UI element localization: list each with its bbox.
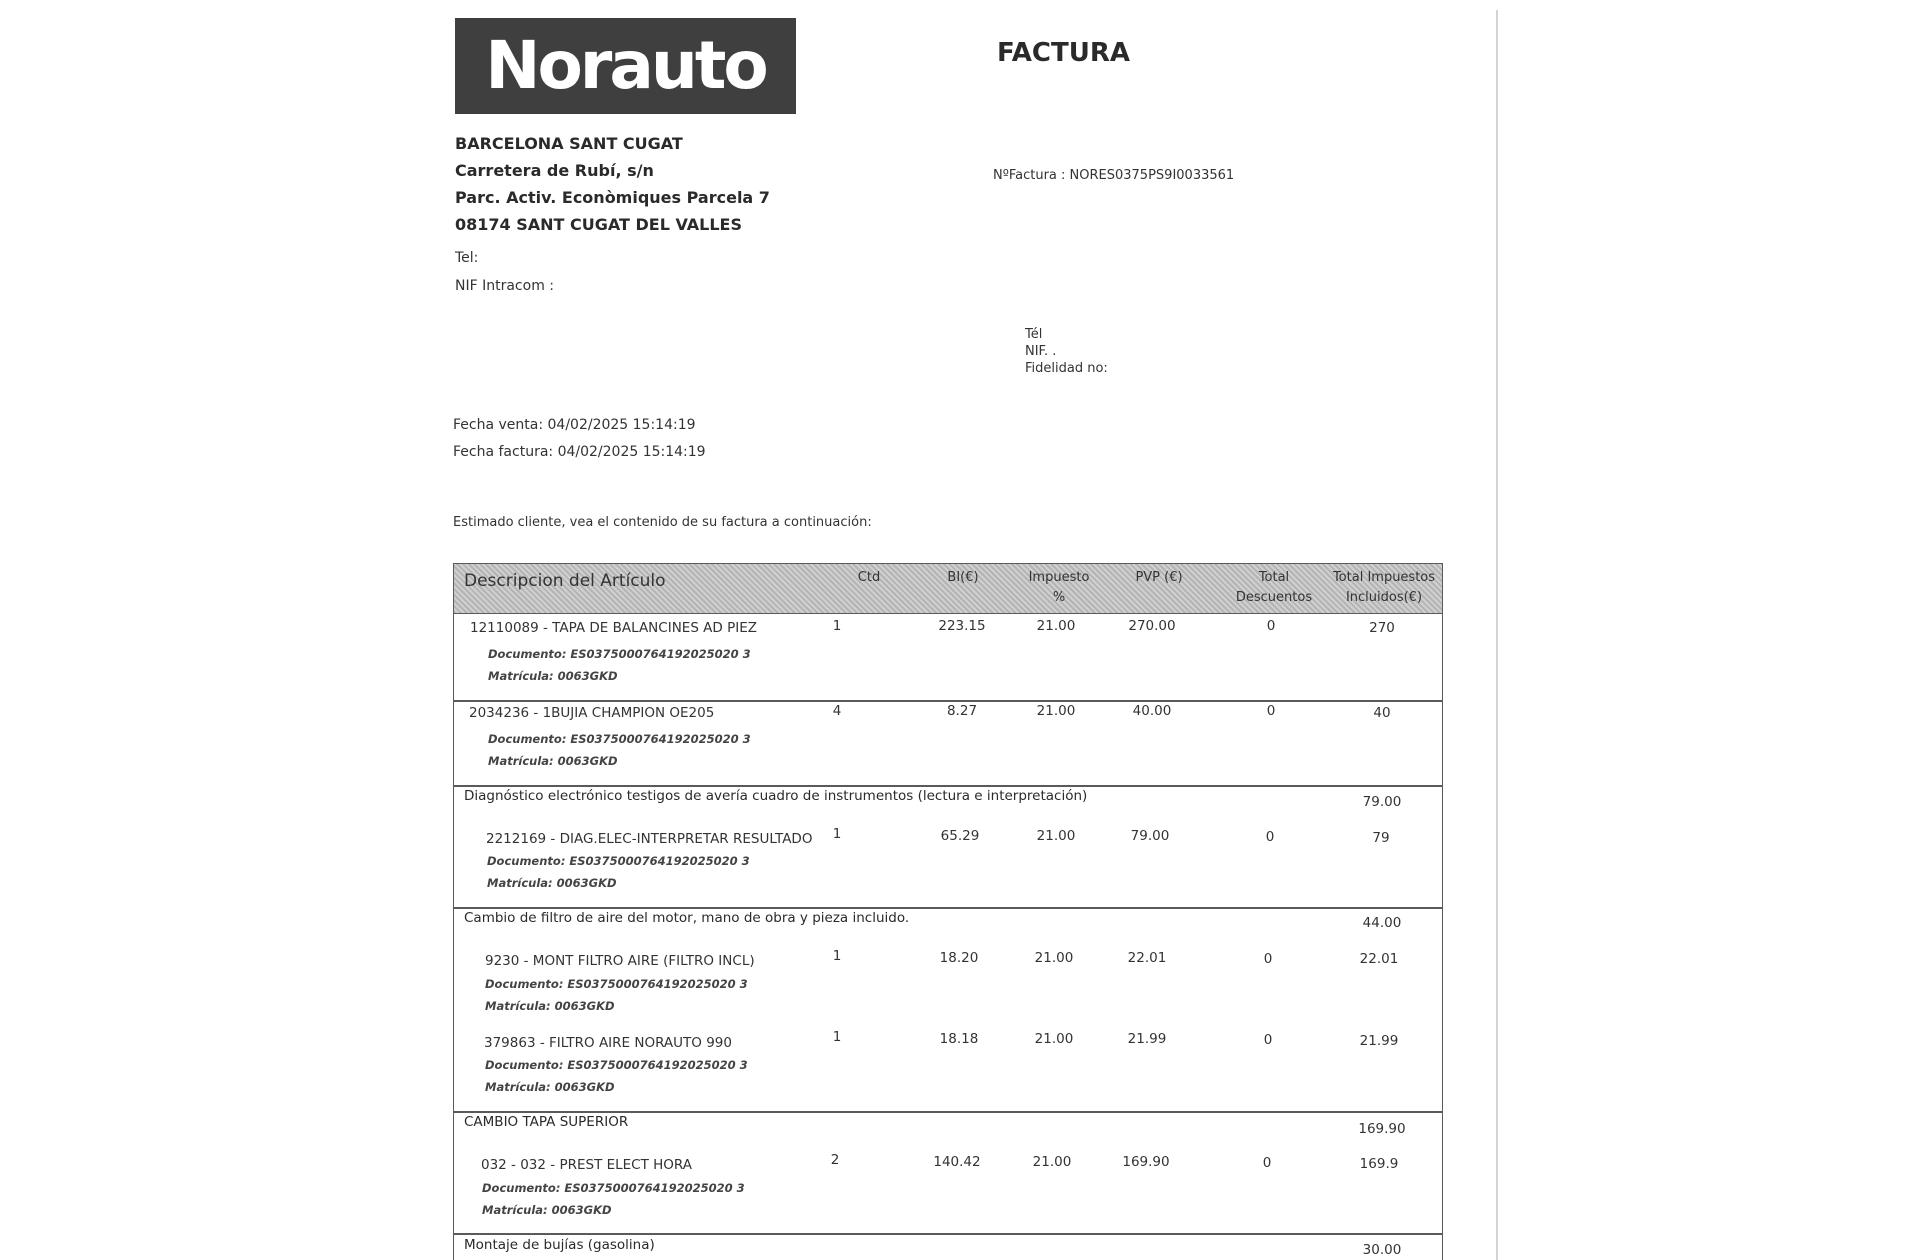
row-6-description: 032 - 032 - PREST ELECT HORA xyxy=(481,1157,692,1173)
row-2-total: 40 xyxy=(1373,705,1391,721)
row-4-bi: 18.20 xyxy=(939,950,979,966)
row-2-document: Documento: ES0375000764192025020 3 xyxy=(488,732,751,746)
client-info xyxy=(1025,326,1108,377)
row-3-discount: 0 xyxy=(1265,829,1275,845)
client-loyalty-label: Fidelidad no: xyxy=(1025,361,1108,376)
row-3-tax: 21.00 xyxy=(1036,828,1076,844)
row-3-total: 79 xyxy=(1372,830,1390,846)
header-tax-line-1: Impuesto xyxy=(1028,570,1090,585)
invoice-number: NºFactura : NORES0375PS9I0033561 xyxy=(993,168,1235,183)
header-total-line-2: Incluidos(€) xyxy=(1345,590,1423,605)
header-pvp: PVP (€) xyxy=(1135,570,1183,585)
row-1-document: Documento: ES0375000764192025020 3 xyxy=(488,647,751,661)
row-6-document: Documento: ES0375000764192025020 3 xyxy=(482,1181,745,1195)
row-4-discount: 0 xyxy=(1263,951,1273,967)
row-6-bi: 140.42 xyxy=(933,1154,981,1170)
invoice-table xyxy=(453,563,1443,1260)
row-divider xyxy=(454,1111,1442,1113)
header-discounts-line-2: Descuentos xyxy=(1235,590,1313,605)
store-address-line-2: Parc. Activ. Econòmiques Parcela 7 xyxy=(455,188,770,207)
store-tel-label: Tel: xyxy=(455,250,479,266)
row-2-pvp: 40.00 xyxy=(1132,703,1172,719)
logo-text: Norauto xyxy=(485,27,766,104)
row-5-plate: Matrícula: 0063GKD xyxy=(485,1080,615,1094)
row-1-plate: Matrícula: 0063GKD xyxy=(488,669,618,683)
row-3-bi: 65.29 xyxy=(940,828,980,844)
group-1-label: Diagnóstico electrónico testigos de avería cuadro de instrumentos (lectura e interpretación) xyxy=(464,788,1088,804)
row-divider xyxy=(454,785,1442,787)
row-2-description: 2034236 - 1BUJIA CHAMPION OE205 xyxy=(469,705,715,721)
row-1-total: 270 xyxy=(1369,620,1395,636)
row-1-qty: 1 xyxy=(832,618,842,634)
client-tel-label: Tél xyxy=(1025,327,1043,342)
row-2-bi: 8.27 xyxy=(946,703,978,719)
store-name: BARCELONA SANT CUGAT xyxy=(455,134,683,153)
row-5-qty: 1 xyxy=(832,1029,842,1045)
row-divider xyxy=(454,1233,1442,1235)
row-5-discount: 0 xyxy=(1263,1032,1273,1048)
row-3-description: 2212169 - DIAG.ELEC-INTERPRETAR RESULTADO xyxy=(486,831,813,847)
row-1-discount: 0 xyxy=(1266,618,1276,634)
row-6-total: 169.9 xyxy=(1359,1156,1399,1172)
store-address xyxy=(455,130,770,238)
row-1-description: 12110089 - TAPA DE BALANCINES AD PIEZ xyxy=(470,620,758,636)
row-3-qty: 1 xyxy=(832,826,842,842)
row-5-bi: 18.18 xyxy=(939,1031,979,1047)
row-4-tax: 21.00 xyxy=(1034,950,1074,966)
document-title: FACTURA xyxy=(997,38,1130,68)
group-4-total: 30.00 xyxy=(1362,1242,1402,1258)
row-4-document: Documento: ES0375000764192025020 3 xyxy=(485,977,748,991)
group-2-label: Cambio de filtro de aire del motor, mano de obra y pieza incluido. xyxy=(464,910,910,926)
group-3-total: 169.90 xyxy=(1358,1121,1406,1137)
invoice-date: Fecha factura: 04/02/2025 15:14:19 xyxy=(453,444,706,460)
store-nif-label: NIF Intracom : xyxy=(455,278,554,294)
row-6-pvp: 169.90 xyxy=(1122,1154,1170,1170)
row-5-pvp: 21.99 xyxy=(1127,1031,1167,1047)
client-nif-label: NIF. . xyxy=(1025,344,1057,359)
row-5-total: 21.99 xyxy=(1359,1033,1399,1049)
row-1-tax: 21.00 xyxy=(1036,618,1076,634)
store-address-line-1: Carretera de Rubí, s/n xyxy=(455,161,654,180)
row-2-qty: 4 xyxy=(832,703,842,719)
row-4-description: 9230 - MONT FILTRO AIRE (FILTRO INCL) xyxy=(485,953,755,969)
header-total xyxy=(1324,568,1443,608)
row-1-bi: 223.15 xyxy=(938,618,986,634)
header-tax xyxy=(1014,568,1104,608)
row-4-total: 22.01 xyxy=(1359,951,1399,967)
row-5-document: Documento: ES0375000764192025020 3 xyxy=(485,1058,748,1072)
group-3-label: CAMBIO TAPA SUPERIOR xyxy=(464,1114,629,1130)
row-2-plate: Matrícula: 0063GKD xyxy=(488,754,618,768)
header-discounts-line-1: Total xyxy=(1258,570,1290,585)
row-6-qty: 2 xyxy=(830,1152,840,1168)
header-discounts xyxy=(1224,568,1324,608)
header-bi: BI(€) xyxy=(947,570,979,585)
store-city: 08174 SANT CUGAT DEL VALLES xyxy=(455,215,743,234)
row-5-tax: 21.00 xyxy=(1034,1031,1074,1047)
row-divider xyxy=(454,700,1442,702)
group-4-label: Montaje de bujías (gasolina) xyxy=(464,1237,655,1253)
row-2-discount: 0 xyxy=(1266,703,1276,719)
row-4-qty: 1 xyxy=(832,948,842,964)
header-total-line-1: Total Impuestos xyxy=(1332,570,1436,585)
row-2-tax: 21.00 xyxy=(1036,703,1076,719)
row-1-pvp: 270.00 xyxy=(1128,618,1176,634)
group-1-total: 79.00 xyxy=(1362,794,1402,810)
row-4-pvp: 22.01 xyxy=(1127,950,1167,966)
row-6-discount: 0 xyxy=(1262,1155,1272,1171)
row-5-description: 379863 - FILTRO AIRE NORAUTO 990 xyxy=(484,1035,732,1051)
table-header xyxy=(454,564,1442,614)
row-6-tax: 21.00 xyxy=(1032,1154,1072,1170)
row-3-document: Documento: ES0375000764192025020 3 xyxy=(487,854,750,868)
header-tax-line-2: % xyxy=(1052,590,1066,605)
sale-date: Fecha venta: 04/02/2025 15:14:19 xyxy=(453,417,696,433)
greeting-text: Estimado cliente, vea el contenido de su factura a continuación: xyxy=(453,515,872,530)
header-qty: Ctd xyxy=(857,570,881,585)
row-divider xyxy=(454,907,1442,909)
page-edge xyxy=(1496,10,1498,1260)
header-description: Descripcion del Artículo xyxy=(464,571,666,591)
row-4-plate: Matrícula: 0063GKD xyxy=(485,999,615,1013)
row-3-pvp: 79.00 xyxy=(1130,828,1170,844)
row-3-plate: Matrícula: 0063GKD xyxy=(487,876,617,890)
norauto-logo xyxy=(455,18,796,114)
group-2-total: 44.00 xyxy=(1362,915,1402,931)
row-6-plate: Matrícula: 0063GKD xyxy=(482,1203,612,1217)
